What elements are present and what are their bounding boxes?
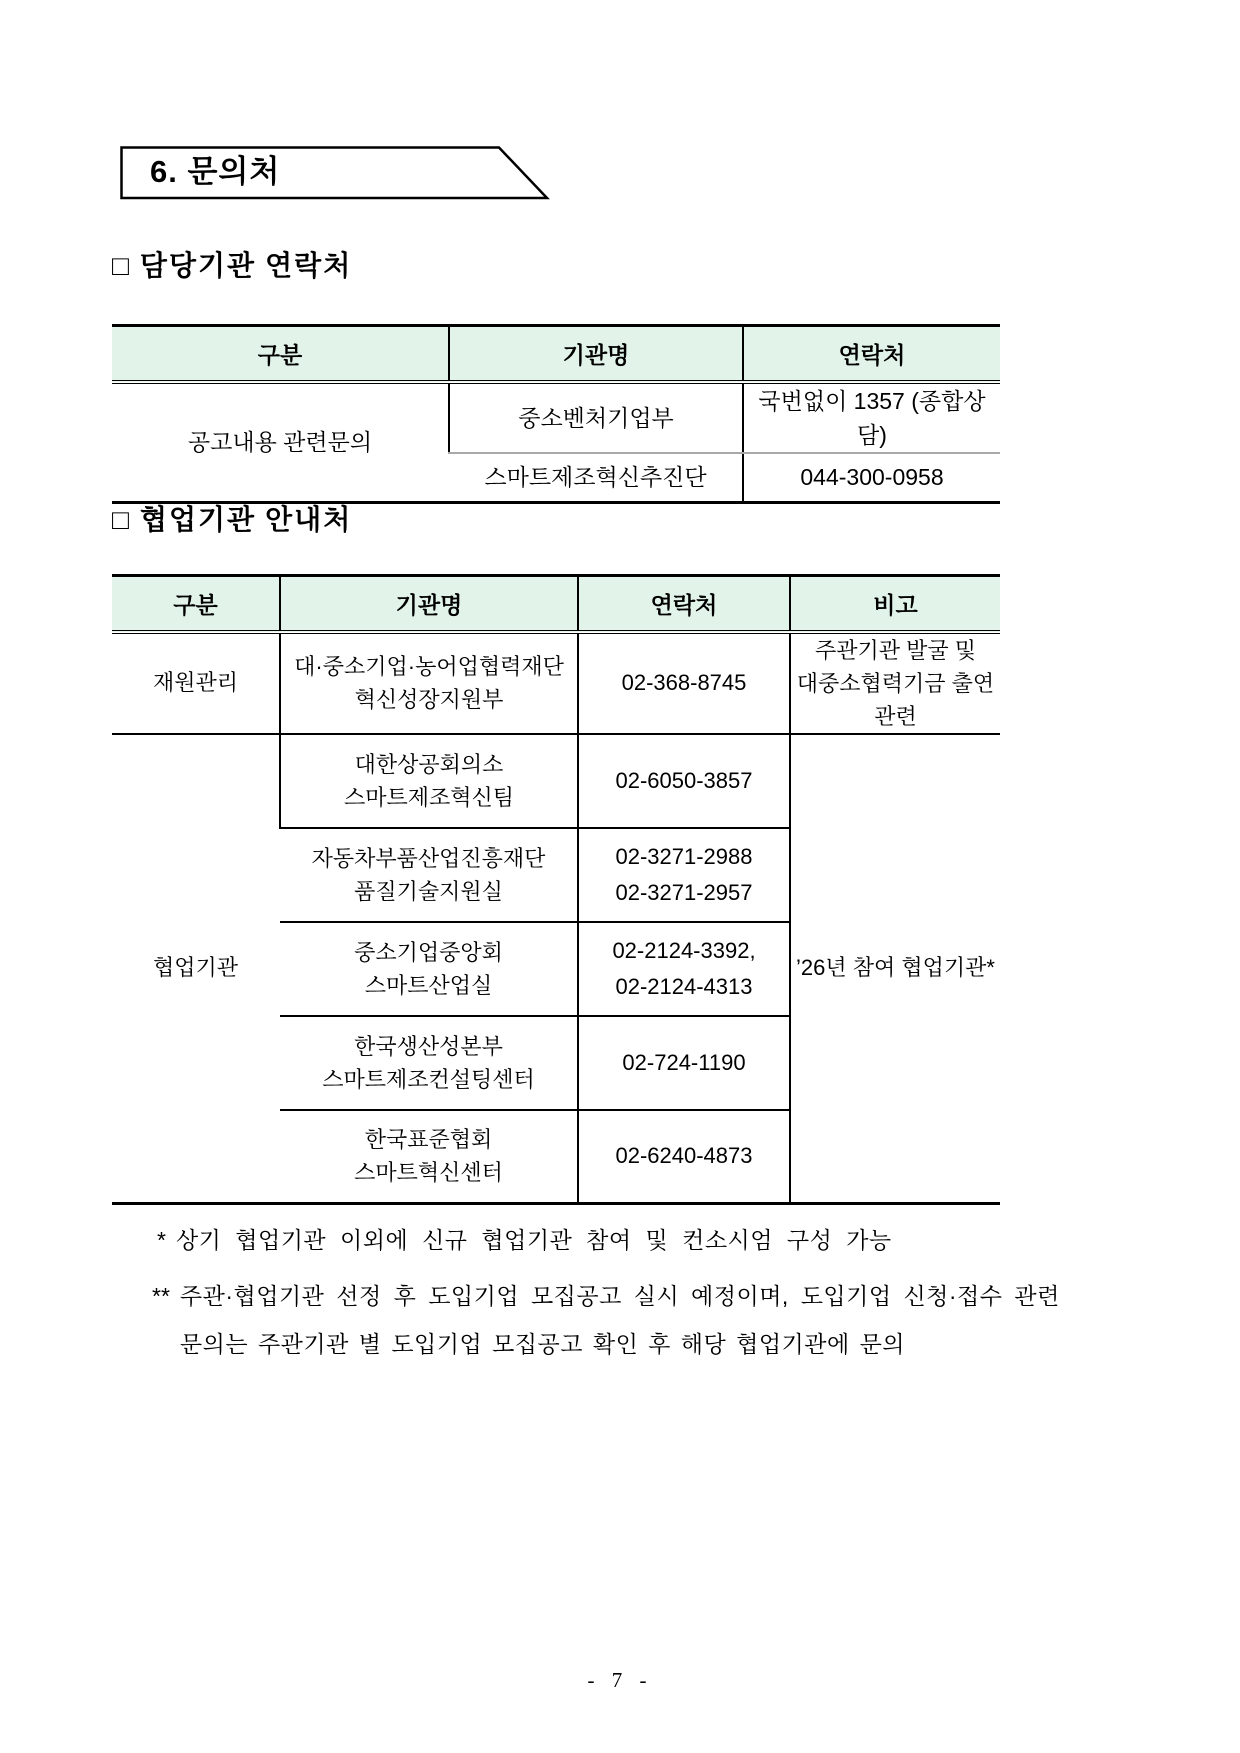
coop-group-label: 협업기관 [152, 955, 238, 981]
coop-org-cell [280, 922, 578, 1016]
coop-org-line2: 스마트제조혁신팀 [343, 784, 515, 810]
partner-header-note: 비고 [790, 576, 1000, 632]
table-row [112, 734, 1000, 828]
coop-note-cell: ’26년 참여 협업기관* [790, 734, 1000, 1204]
coop-org-line1: 중소기업중앙회 [354, 939, 503, 965]
footnote-2-marker: ** [152, 1283, 170, 1309]
coop-org-line1: 대한상공회의소 [354, 751, 504, 777]
finance-note-cell [790, 632, 1000, 734]
coop-org-line1: 자동차부품산업진흥재단 [311, 845, 546, 871]
coop-org-line2: 스마트제조컨설팅센터 [322, 1066, 535, 1092]
partner-header-org: 기관명 [280, 576, 578, 632]
footnote-2-line2: 문의는 주관기관 별 도입기업 모집공고 확인 후 해당 협업기관에 문의 [179, 1331, 906, 1357]
partner-header-gubun: 구분 [112, 576, 280, 632]
coop-tel-cell [578, 1110, 790, 1204]
coop-org-line2: 품질기술지원실 [354, 878, 503, 904]
coop-org-line1: 한국표준협회 [364, 1127, 493, 1153]
finance-tel-cell: 02-368-8745 [578, 632, 790, 734]
footnote-1 [157, 1222, 1127, 1258]
title-banner [120, 146, 550, 200]
finance-note-line2: 대중소협력기금 출연 관련 [796, 670, 995, 729]
contact-header-gubun: 구분 [112, 326, 449, 382]
finance-org-line2: 혁신성장지원부 [354, 687, 504, 712]
finance-org-cell [280, 632, 578, 734]
coop-tel-line2: 02-2124-4313 [615, 973, 753, 999]
contact-header-tel: 연락처 [743, 326, 1000, 382]
coop-tel-cell [578, 922, 790, 1016]
coop-tel-cell [578, 1016, 790, 1110]
contact-org-cell: 중소벤처기업부 [449, 382, 743, 453]
section1-heading: □ 담당기관 연락처 [112, 251, 353, 282]
footnote-2-line1: 주관·협업기관 선정 후 도입기업 모집공고 실시 예정이며, 도입기업 신청·접수 관련 [179, 1283, 1060, 1309]
coop-org-line2: 스마트혁신센터 [354, 1160, 503, 1186]
partner-header-tel: 연락처 [578, 576, 790, 632]
finance-org-line1: 대·중소기업·농어업협력재단 [294, 654, 564, 679]
partner-table [112, 574, 1000, 1205]
footnote-2 [152, 1278, 1127, 1374]
coop-org-cell [280, 734, 578, 828]
coop-org-cell [280, 1110, 578, 1204]
coop-tel-line1: 02-724-1190 [622, 1049, 746, 1075]
footnote-1-text: 상기 협업기관 이외에 신규 협업기관 참여 및 컨소시엄 구성 가능 [175, 1227, 892, 1253]
contact-table-header-row [112, 326, 1000, 382]
finance-note-line1: 주관기관 발굴 및 [815, 637, 976, 663]
section2-heading: □ 협업기관 안내처 [112, 505, 353, 536]
page-title: 6. 문의처 [150, 154, 281, 189]
coop-org-cell [280, 828, 578, 922]
coop-tel-line1: 02-2124-3392, [612, 937, 756, 963]
partner-table-header-row [112, 576, 1000, 632]
contact-header-org: 기관명 [449, 326, 743, 382]
coop-tel-line1: 02-6240-4873 [615, 1143, 753, 1169]
contact-table [112, 324, 1000, 504]
coop-tel-line2: 02-3271-2957 [615, 879, 753, 905]
page-number: - 7 - [587, 1668, 653, 1692]
coop-org-line2: 스마트산업실 [364, 972, 493, 998]
table-row [112, 382, 1000, 453]
coop-org-line1: 한국생산성본부 [354, 1033, 503, 1059]
table-row [112, 632, 1000, 734]
coop-tel-cell [578, 828, 790, 922]
footnote-2-text [180, 1278, 1060, 1374]
coop-tel-line1: 02-3271-2988 [615, 843, 753, 869]
finance-group-label: 재원관리 [112, 632, 280, 734]
contact-group-label: 공고내용 관련문의 [187, 429, 373, 456]
contact-org-cell: 스마트제조혁신추진단 [484, 464, 707, 491]
contact-tel-cell: 국번없이 1357 (종합상담) [743, 382, 1000, 453]
footnote-1-marker: * [157, 1227, 166, 1253]
contact-tel-cell: 044-300-0958 [743, 453, 1000, 503]
coop-org-cell [280, 1016, 578, 1110]
coop-tel-cell [578, 734, 790, 828]
coop-tel-line1: 02-6050-3857 [615, 767, 753, 793]
